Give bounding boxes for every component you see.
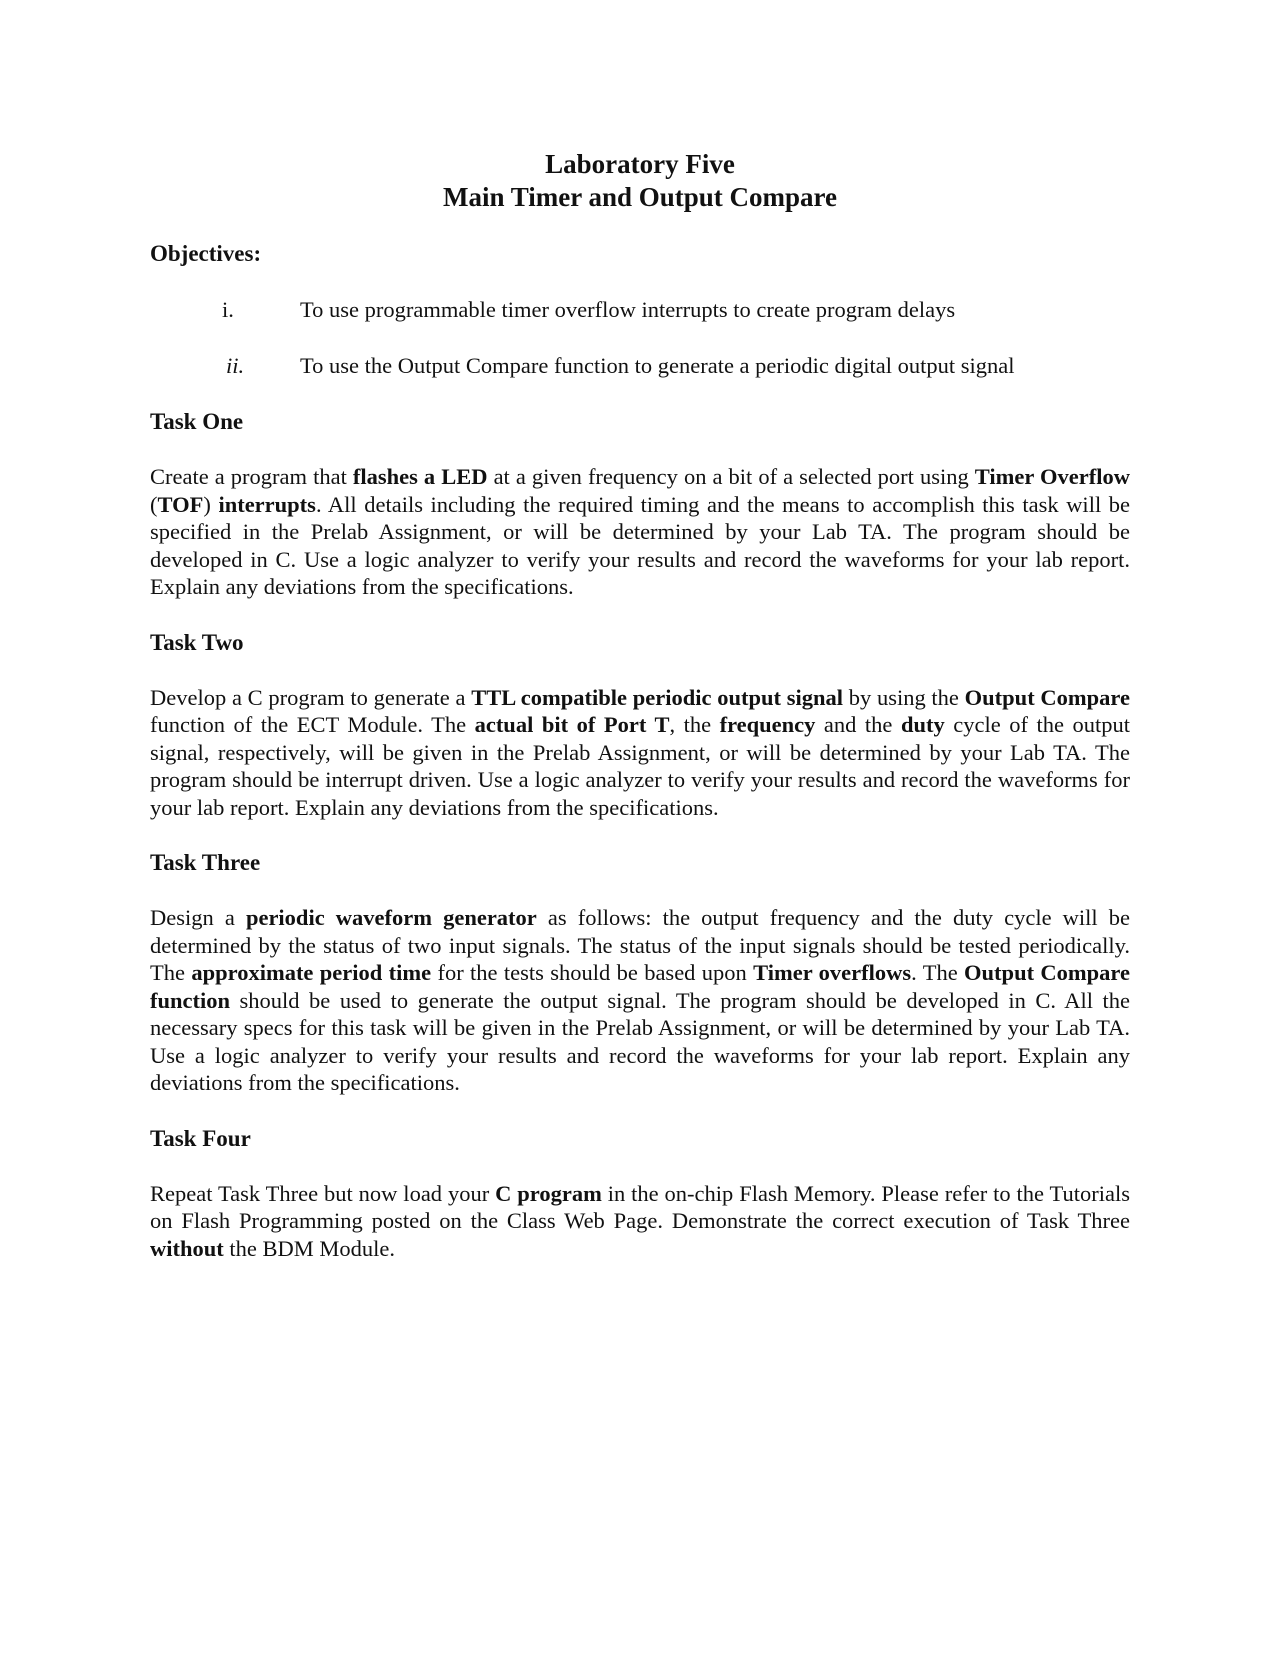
bold-term: interrupts (218, 491, 316, 517)
body-text: and the (815, 712, 901, 737)
task-two-body (150, 684, 1130, 822)
bold-term: Timer Overflow (974, 464, 1130, 489)
bold-term: duty (900, 712, 945, 737)
body-text: Design a (150, 905, 246, 930)
body-text: by using the (842, 684, 965, 710)
task-one-body (150, 463, 1130, 601)
bold-term: actual bit of Port T (474, 712, 670, 737)
body-text: . All details including the required timing and the means to accomplish this task will be specified in the Prelab Assignment, or will be determined by your Lab TA. The program should be developed in C. Use a logic analyzer to verify your results and record the waveforms for your lab report. Explain any deviations from the specifications. (150, 491, 1130, 599)
body-text: cycle of the output signal, respectively, will be given in the Prelab Assignment, or will be determined by your Lab TA. The program should be interrupt driven. Use a logic analyzer to verify your results and record the waveforms for your lab report. Explain any deviations from the specifications. (150, 712, 1130, 820)
objective-number: ii. (226, 353, 245, 378)
task-three-heading: Task Three (150, 850, 261, 875)
bold-term: C program (495, 1180, 602, 1206)
objective-item (150, 296, 1130, 324)
document-title (150, 148, 1130, 214)
body-text: in the on-chip Flash Memory. Please refer to the Tutorials on Flash Programming posted on the Class Web Page. Demonstrate the correct execution of Task Three (150, 1180, 1130, 1233)
bold-term: frequency (719, 712, 816, 737)
objective-text: To use programmable timer overflow interrupts to create program delays (300, 297, 956, 322)
body-text: at a given frequency on a bit of a selected port using (487, 464, 975, 489)
bold-term: Output Compare function (150, 960, 1130, 1013)
body-text: function of the ECT Module. The (150, 712, 475, 737)
task-two-heading: Task Two (150, 629, 244, 655)
body-text: ) (203, 491, 219, 517)
task-one-heading: Task One (150, 409, 244, 434)
bold-term: TOF (157, 491, 204, 517)
bold-term: Output Compare (964, 684, 1130, 710)
task-four-heading: Task Four (150, 1125, 251, 1151)
title-line-1: Laboratory Five (545, 149, 735, 179)
bold-term: approximate period time (191, 960, 432, 985)
objective-text: To use the Output Compare function to generate a periodic digital output signal (300, 353, 1015, 378)
task-three-body (150, 904, 1130, 1097)
body-text: should be used to generate the output signal. The program should be developed in C. All the necessary specs for this task will be given in the Prelab Assignment, or will be determined by your Lab TA. Use a logic analyzer to verify your results and record the waveforms for your lab report. Explain any deviations from the specifications. (150, 987, 1130, 1095)
bold-term: TTL compatible periodic output signal (471, 684, 843, 710)
body-text: as follows: the output frequency and the duty cycle will be determined by the status of two input signals. The status of the input signals should be tested periodically. The (150, 905, 1131, 985)
bold-term: without (150, 1235, 224, 1261)
body-text: Develop a C program to generate a (150, 684, 472, 710)
body-text: Repeat Task Three but now load your (150, 1180, 496, 1206)
body-text: , the (669, 712, 720, 737)
bold-term: periodic waveform generator (245, 905, 537, 930)
bold-term: Timer overflows (753, 960, 912, 985)
body-text: Create a program that (150, 464, 353, 489)
body-text: ( (150, 491, 158, 517)
objectives-heading: Objectives: (150, 241, 262, 266)
title-line-2: Main Timer and Output Compare (442, 182, 838, 212)
task-four-body (150, 1180, 1130, 1263)
objective-item (150, 352, 1130, 380)
bold-term: flashes a LED (352, 464, 488, 489)
body-text: for the tests should be based upon (431, 960, 754, 985)
body-text: . The (911, 960, 965, 985)
document-page (150, 148, 1130, 1285)
objective-number: i. (222, 297, 234, 322)
body-text: the BDM Module. (223, 1235, 396, 1261)
